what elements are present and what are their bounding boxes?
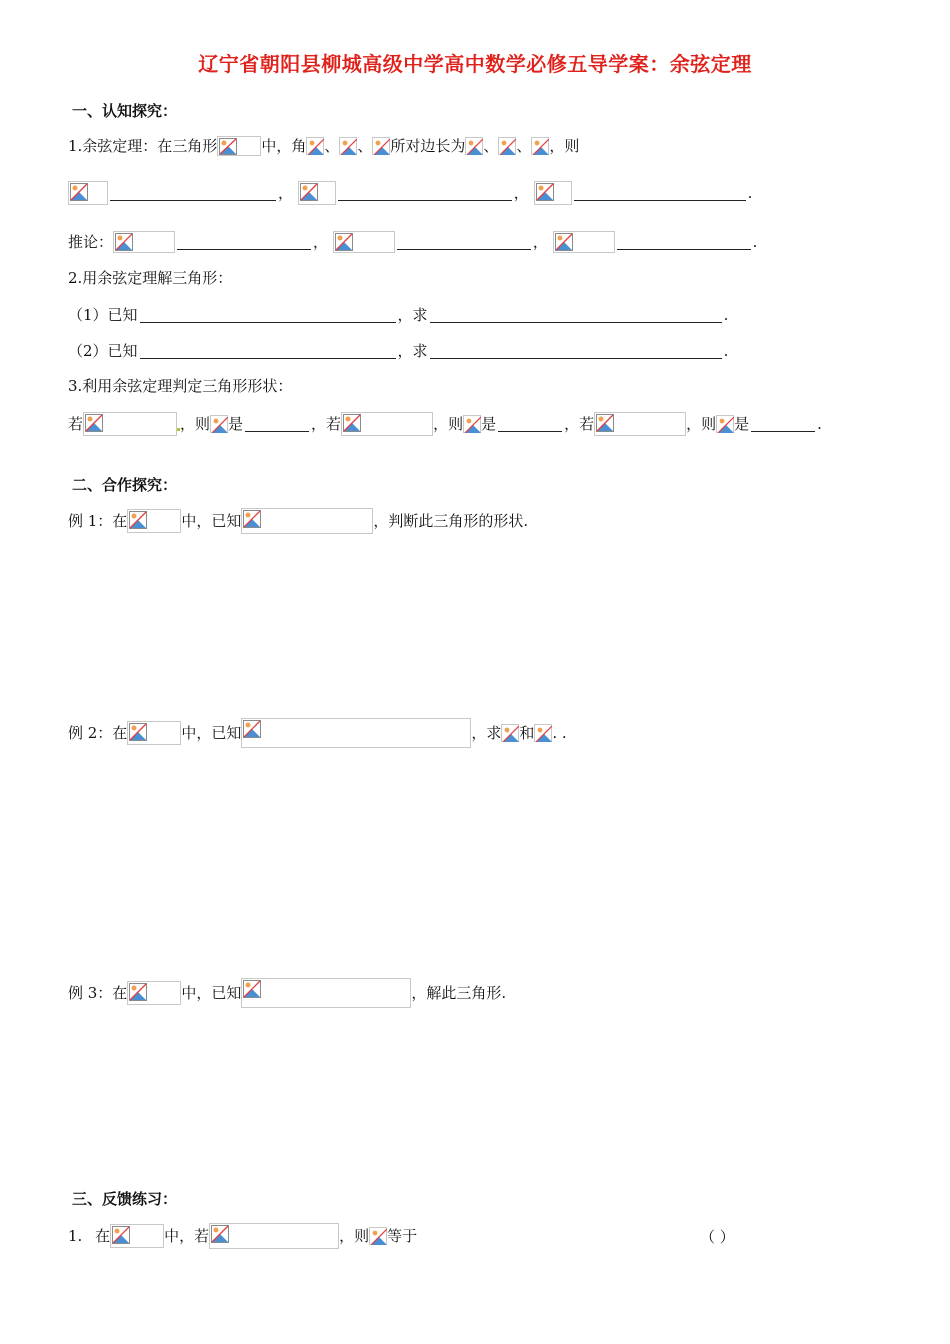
section1-heading: 一、认知探究：: [72, 102, 178, 120]
text: .: [723, 342, 729, 360]
text: ，若: [564, 415, 595, 433]
text: ，则: [339, 1227, 370, 1245]
answer-parentheses[interactable]: （ ）: [700, 1228, 735, 1246]
text: 中，已知: [181, 724, 242, 742]
text: .: [747, 184, 753, 202]
text: ，: [513, 184, 529, 202]
sub1-line: [68, 299, 728, 329]
text: ，则: [180, 415, 211, 433]
corollary-line: [68, 226, 757, 256]
text: （1）已知: [68, 306, 138, 324]
broken-image-icon: [465, 137, 483, 155]
answer-blank[interactable]: [245, 417, 309, 432]
text: 例 3：在: [68, 984, 128, 1002]
text: 、: [483, 137, 499, 155]
text: 例 1：在: [68, 512, 128, 530]
text: ，则: [433, 415, 464, 433]
broken-image-icon: [339, 137, 357, 155]
text: 中，若: [164, 1227, 210, 1245]
text: ，若: [311, 415, 342, 433]
broken-image-icon: [298, 181, 336, 205]
text: 是: [481, 415, 497, 433]
text: ，: [278, 184, 294, 202]
text: 例 2：在: [68, 724, 128, 742]
answer-blank[interactable]: [397, 235, 531, 250]
broken-image-icon: [594, 412, 686, 436]
text: .: [817, 415, 822, 433]
broken-image-icon: [110, 1224, 164, 1248]
broken-image-icon: [209, 1223, 339, 1249]
text: 1.余弦定理：在三角形: [68, 137, 218, 155]
broken-image-icon: [113, 231, 175, 253]
text: ，求: [471, 724, 502, 742]
text: ，则: [686, 415, 717, 433]
text: 推论：: [68, 233, 114, 251]
broken-image-icon: [463, 415, 481, 433]
broken-image-icon: [306, 137, 324, 155]
broken-image-icon: [68, 181, 108, 205]
text: 和: [519, 724, 535, 742]
answer-blank[interactable]: [338, 186, 512, 201]
answer-blank[interactable]: [574, 186, 746, 201]
text: 所对边长为: [390, 137, 466, 155]
broken-image-icon: [210, 415, 228, 433]
sub2-line: [68, 335, 728, 365]
text: 、: [516, 137, 532, 155]
exercise1-line: [68, 1220, 417, 1250]
text: ，: [313, 233, 329, 251]
broken-image-icon: [241, 978, 411, 1008]
text: 1.: [68, 1227, 83, 1245]
broken-image-icon: [127, 721, 181, 745]
section3-heading: 三、反馈练习：: [72, 1190, 178, 1208]
text: ，求: [397, 306, 428, 324]
text: .: [752, 233, 758, 251]
broken-image-icon: [217, 136, 261, 156]
text: 中，角: [261, 137, 307, 155]
cosine-law-formulas: [68, 177, 752, 207]
broken-image-icon: [369, 1227, 387, 1245]
broken-image-icon: [333, 231, 395, 253]
text: ，: [532, 233, 548, 251]
broken-image-icon: [553, 231, 615, 253]
text: ，求: [397, 342, 428, 360]
broken-image-icon: [83, 412, 177, 436]
broken-image-icon: [241, 718, 471, 748]
broken-image-icon: [127, 509, 181, 533]
section2-heading: 二、合作探究：: [72, 476, 178, 494]
item2-line: 2.用余弦定理解三角形：: [68, 269, 233, 287]
text: 在: [95, 1227, 111, 1245]
text: 中，已知: [181, 512, 242, 530]
item3-line: 3.利用余弦定理判定三角形形状：: [68, 377, 293, 395]
text: （2）已知: [68, 342, 138, 360]
broken-image-icon: [498, 137, 516, 155]
broken-image-icon: [341, 412, 433, 436]
broken-image-icon: [534, 724, 552, 742]
text: ，解此三角形.: [411, 984, 507, 1002]
answer-blank[interactable]: [430, 344, 722, 359]
broken-image-icon: [501, 724, 519, 742]
text: . .: [552, 724, 567, 742]
broken-image-icon: [716, 415, 734, 433]
answer-blank[interactable]: [140, 308, 396, 323]
text: 等于: [387, 1227, 418, 1245]
text: 若: [68, 415, 84, 433]
broken-image-icon: [534, 181, 572, 205]
cosine-law-line: [68, 130, 579, 160]
answer-blank[interactable]: [617, 235, 751, 250]
text: ，判断此三角形的形状.: [373, 512, 529, 530]
example1-line: [68, 505, 528, 535]
answer-blank[interactable]: [751, 417, 815, 432]
broken-image-icon: [241, 508, 373, 534]
broken-image-icon: [372, 137, 390, 155]
answer-blank[interactable]: [110, 186, 276, 201]
broken-image-icon: [531, 137, 549, 155]
answer-blank[interactable]: [430, 308, 722, 323]
answer-blank[interactable]: [498, 417, 562, 432]
answer-blank[interactable]: [140, 344, 396, 359]
page-title: 辽宁省朝阳县柳城高级中学高中数学必修五导学案：余弦定理: [198, 52, 752, 76]
answer-blank[interactable]: [177, 235, 311, 250]
shape-judge-line: [68, 408, 822, 438]
text: 是: [228, 415, 244, 433]
broken-image-icon: [127, 981, 181, 1005]
text: 、: [324, 137, 340, 155]
text: 是: [734, 415, 750, 433]
text: 中，已知: [181, 984, 242, 1002]
text: 、: [357, 137, 373, 155]
example2-line: [68, 717, 567, 747]
text: .: [723, 306, 729, 324]
text: ，则: [549, 137, 580, 155]
example3-line: [68, 977, 506, 1007]
